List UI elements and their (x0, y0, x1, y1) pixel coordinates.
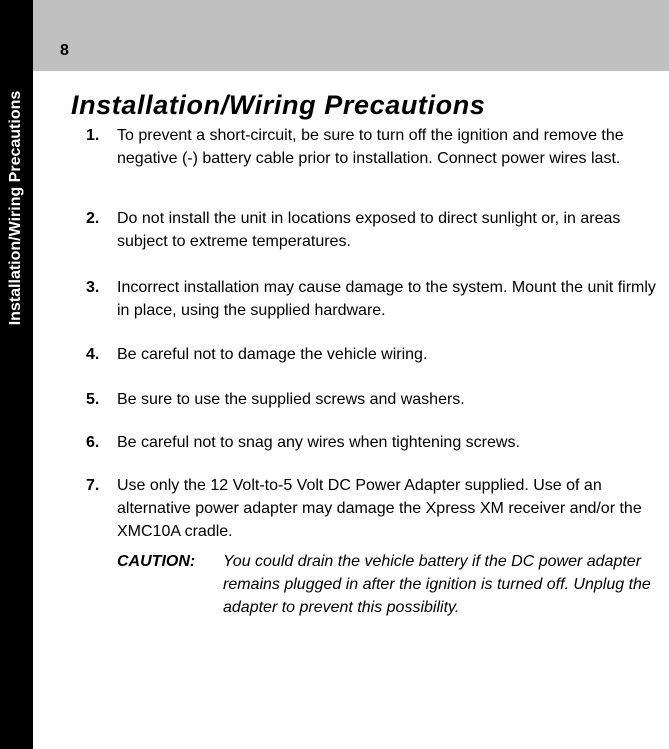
list-item-number: 4. (86, 346, 100, 363)
side-tab-label: Installation/Wiring Precautions (7, 90, 24, 326)
list-item-number: 6. (86, 434, 100, 451)
list-item (86, 431, 669, 454)
list-item (86, 124, 669, 170)
side-tab (0, 0, 33, 749)
list-item (86, 207, 669, 253)
list-item-text: Incorrect installation may cause damage to the system. Mount the unit firmly in place, using the supplied hardware. (117, 279, 656, 319)
caution-text: You could drain the vehicle battery if the DC power adapter remains plugged in after the ignition is turned off. Unplug the adapter to prevent this possibility. (223, 553, 651, 616)
list-item-text: Be sure to use the supplied screws and washers. (117, 391, 465, 408)
page-number: 8 (60, 42, 69, 59)
header-band (33, 0, 669, 71)
list-item-number: 3. (86, 279, 100, 296)
list-item-number: 2. (86, 210, 100, 227)
list-item-text: Be careful not to snag any wires when tightening screws. (117, 434, 520, 451)
list-item (86, 388, 669, 411)
page-title: Installation/Wiring Precautions (71, 90, 486, 120)
list-item (86, 343, 669, 366)
list-item-text: Be careful not to damage the vehicle wiring. (117, 346, 428, 363)
list-item (86, 276, 669, 322)
list-item-text: To prevent a short-circuit, be sure to turn off the ignition and remove the negative (-) battery cable prior to installation. Connect power wires last. (117, 127, 624, 167)
list-item-number: 7. (86, 477, 100, 494)
list-item-number: 5. (86, 391, 100, 408)
list-item-text: Do not install the unit in locations exposed to direct sunlight or, in areas subject to extreme temperatures. (117, 210, 621, 250)
caution-label: CAUTION: (117, 553, 196, 570)
caution-note (117, 550, 669, 619)
list-item-number: 1. (86, 127, 100, 144)
list-item (86, 474, 669, 543)
list-item-text: Use only the 12 Volt-to-5 Volt DC Power Adapter supplied. Use of an alternative power adapter may damage the Xpress XM receiver and/or the XMC10A cradle. (117, 477, 642, 540)
